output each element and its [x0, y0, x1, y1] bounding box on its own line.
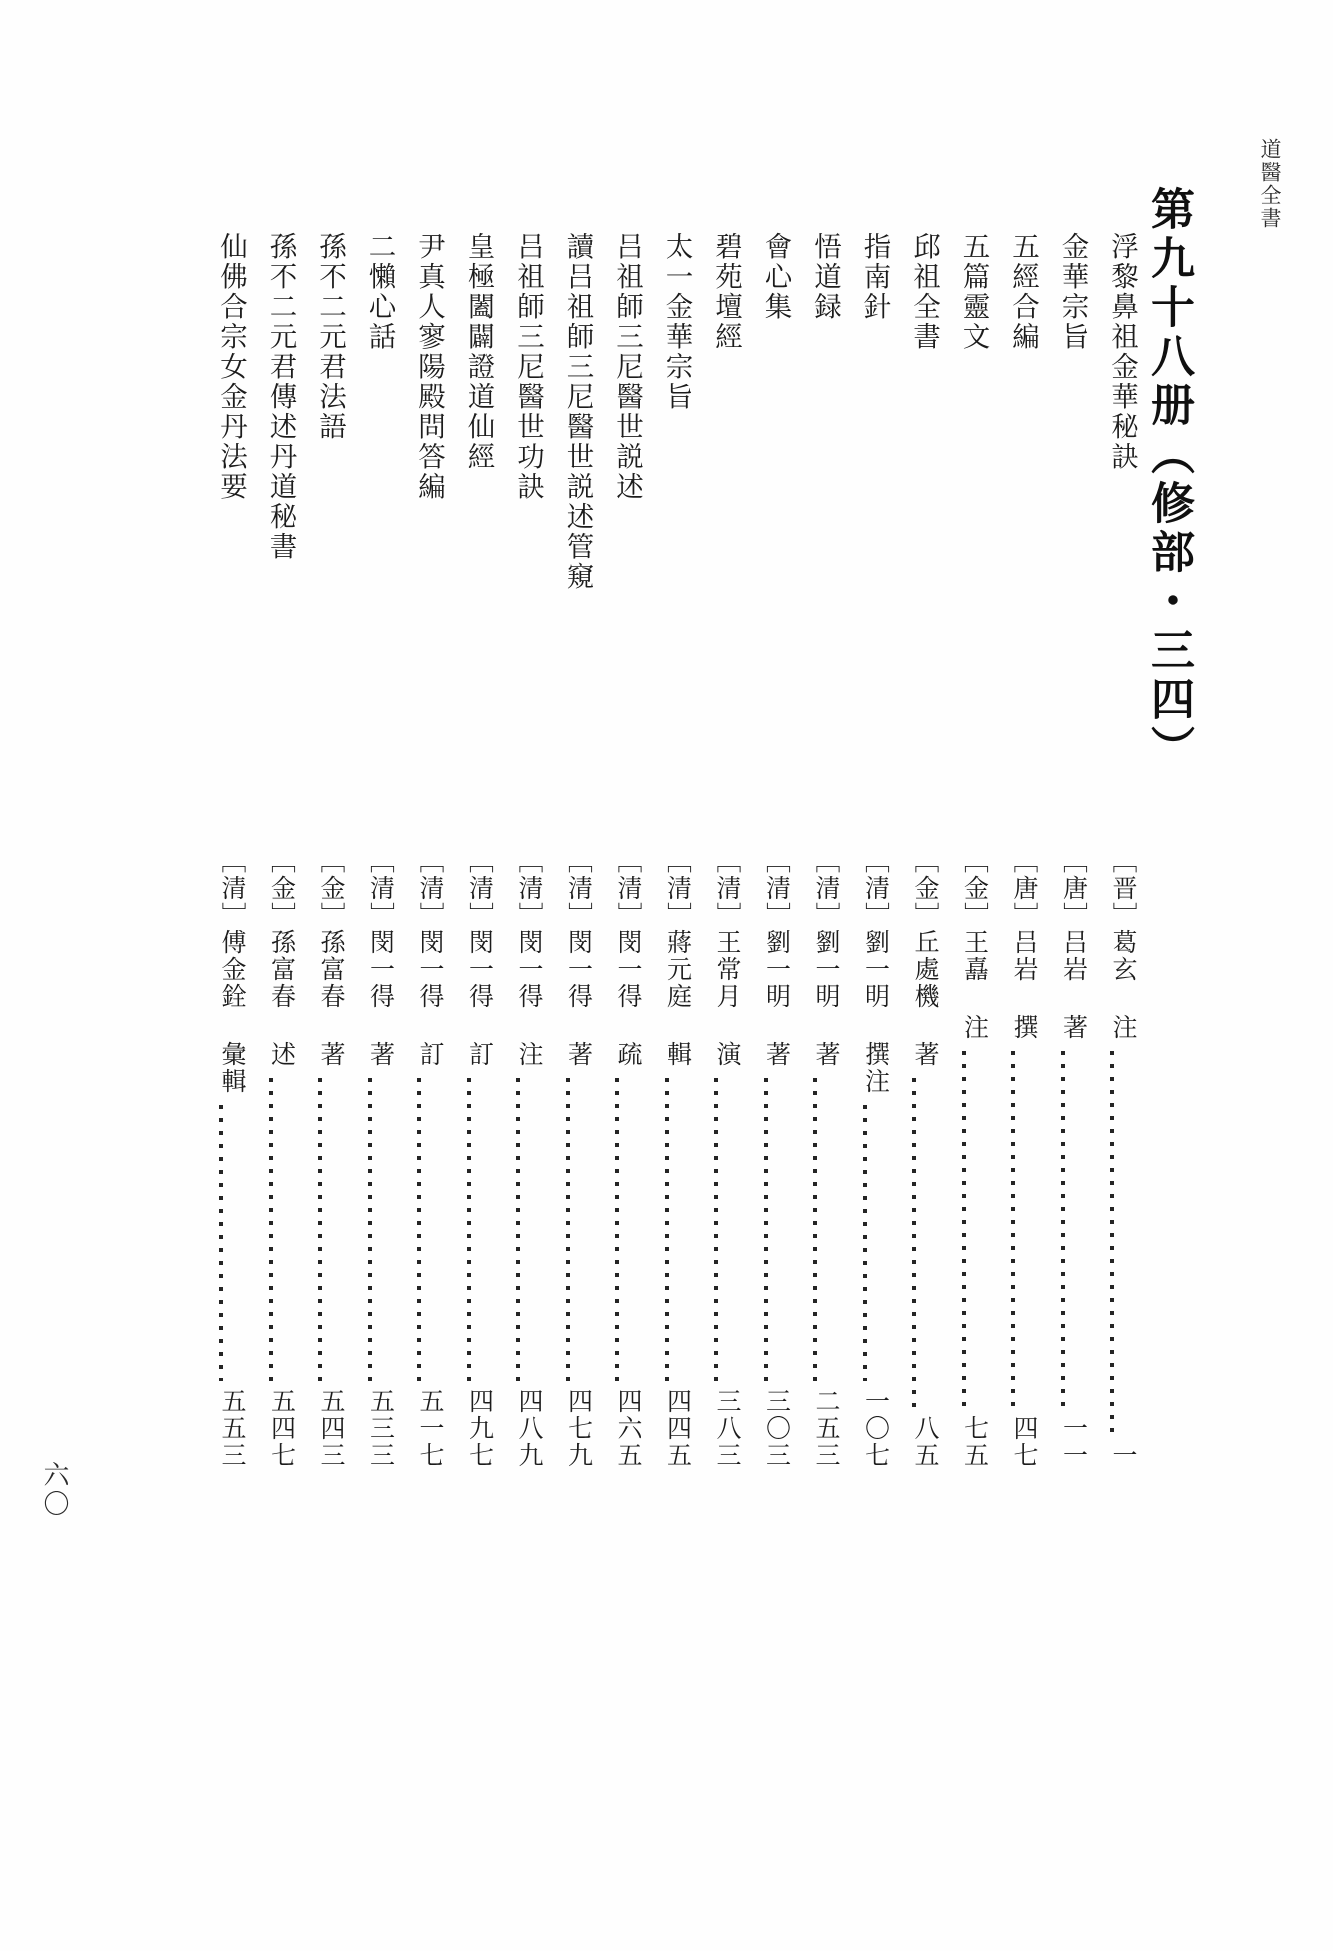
leader-dots [665, 1078, 669, 1381]
toc-entry-title[interactable]: 孫不二元君法語 [314, 232, 346, 442]
toc-entry-attribution-column[interactable] [494, 848, 544, 1468]
toc-entry-title[interactable]: 皇極闔闢證道仙經 [462, 232, 495, 472]
toc-entry-attribution-column[interactable] [939, 848, 989, 1468]
leader-dots [368, 1078, 372, 1381]
leader-dots [516, 1078, 520, 1381]
toc-entry-title[interactable]: 二懶心話 [363, 232, 396, 352]
toc-entry-title[interactable]: 金華宗旨 [1056, 232, 1089, 352]
leader-dots [219, 1105, 223, 1381]
toc-entry-attribution-column[interactable] [593, 848, 643, 1468]
toc-entry-page-number: 四九七 [465, 1388, 495, 1469]
toc-entry-attribution-column[interactable] [890, 848, 940, 1468]
toc-entry-page-number: 三〇三 [762, 1388, 792, 1469]
toc-entry-attribution-column[interactable] [345, 848, 395, 1468]
toc-entry-author: ［金］孫富春 述 [267, 848, 297, 1068]
toc-entry-author: ［清］閔一得 訂 [465, 848, 495, 1068]
leader-dots [1110, 1051, 1114, 1435]
toc-entry-page-number: 一一 [1059, 1415, 1089, 1469]
toc-entry-attribution-column[interactable] [741, 848, 791, 1468]
toc-entry-attribution-column[interactable] [296, 848, 346, 1468]
toc-entry-page-number: 一〇七 [861, 1388, 891, 1469]
toc-entry-attribution-column[interactable] [791, 848, 841, 1468]
toc-entry-author: ［金］王嚞 注 [960, 848, 990, 1041]
toc-entry-author: ［金］丘處機 著 [911, 848, 940, 1068]
toc-entry-attribution-column[interactable] [444, 848, 494, 1468]
toc-entry-title[interactable]: 碧苑壇經 [710, 232, 742, 352]
leader-dots [912, 1078, 916, 1408]
toc-entry-author: ［清］閔一得 注 [515, 848, 544, 1068]
page-title: 第九十八册（修部・三四） [1143, 186, 1194, 774]
toc-entry-author: ［唐］吕岩 撰 [1010, 848, 1039, 1041]
toc-entry-attribution-column[interactable] [246, 848, 296, 1468]
toc-entry-attribution-column[interactable] [989, 848, 1039, 1468]
toc-entry-page-number: 四四五 [663, 1388, 693, 1469]
leader-dots [962, 1051, 966, 1408]
toc-entry-title[interactable]: 浮黎鼻祖金華秘訣 [1106, 232, 1138, 472]
toc-entry-title[interactable]: 五篇靈文 [957, 232, 990, 352]
toc-entry-author: ［清］王常月 演 [713, 848, 742, 1068]
folio-number: 六〇 [39, 1461, 69, 1519]
toc-entry-page-number: 一 [1109, 1442, 1138, 1469]
toc-entry-title[interactable]: 吕祖師三尼醫世説述 [611, 232, 643, 502]
toc-entry-attribution-column[interactable] [543, 848, 593, 1468]
toc-entry-author: ［清］劉一明 撰注 [861, 848, 891, 1095]
leader-dots [1011, 1051, 1015, 1408]
toc-entry-page-number: 三八三 [713, 1388, 742, 1469]
toc-entry-attribution-column[interactable] [197, 848, 247, 1468]
toc-entry-attribution-column[interactable] [395, 848, 445, 1468]
leader-dots [764, 1078, 768, 1381]
toc-entry-page-number: 五四三 [317, 1388, 346, 1469]
leader-dots [863, 1105, 867, 1381]
toc-entry-author: ［清］蔣元庭 輯 [663, 848, 693, 1068]
toc-entry-page-number: 四七 [1010, 1415, 1039, 1469]
toc-entry-page-number: 五五三 [218, 1388, 247, 1469]
toc-entry-page-number: 四七九 [564, 1388, 594, 1469]
toc-entry-author: ［金］孫富春 著 [317, 848, 346, 1068]
toc-entry-attribution-column[interactable] [840, 848, 890, 1468]
toc-entry-title[interactable]: 讀吕祖師三尼醫世説述管窺 [561, 232, 594, 592]
toc-entry-title[interactable]: 吕祖師三尼醫世功訣 [512, 232, 544, 502]
leader-dots [318, 1078, 322, 1381]
leader-dots [813, 1078, 817, 1381]
toc-entry-author: ［晋］葛玄 注 [1109, 848, 1138, 1041]
toc-entry-page-number: 四六五 [614, 1388, 643, 1469]
toc-entry-title[interactable]: 會心集 [759, 232, 792, 322]
toc-entry-title[interactable]: 尹真人寥陽殿問答編 [413, 232, 445, 502]
toc-entry-title[interactable]: 太一金華宗旨 [660, 232, 693, 412]
toc-entry-author: ［清］劉一明 著 [762, 848, 792, 1068]
toc-entry-page-number: 五三三 [366, 1388, 396, 1469]
toc-entry-page-number: 二五三 [812, 1388, 841, 1469]
leader-dots [467, 1078, 471, 1381]
toc-entry-title[interactable]: 悟道録 [809, 232, 841, 322]
leader-dots [615, 1078, 619, 1381]
toc-entry-attribution-column[interactable] [1038, 848, 1088, 1468]
toc-entry-attribution-column[interactable] [642, 848, 692, 1468]
toc-entry-author: ［清］閔一得 著 [564, 848, 594, 1068]
leader-dots [269, 1078, 273, 1381]
toc-entry-attribution-column[interactable] [1088, 848, 1138, 1468]
toc-titles-block [62, 232, 1137, 652]
toc-entry-title[interactable]: 仙佛合宗女金丹法要 [215, 232, 247, 502]
toc-entry-title[interactable]: 邱祖全書 [908, 232, 940, 352]
leader-dots [1061, 1051, 1065, 1408]
toc-entry-author: ［清］閔一得 訂 [416, 848, 445, 1068]
toc-entry-author: ［清］閔一得 著 [366, 848, 396, 1068]
toc-entry-author: ［唐］吕岩 著 [1059, 848, 1089, 1041]
toc-entry-attribution-column[interactable] [692, 848, 742, 1468]
toc-entry-title[interactable]: 五經合編 [1007, 232, 1039, 352]
toc-entry-page-number: 八五 [911, 1415, 940, 1469]
leader-dots [714, 1078, 718, 1381]
toc-entry-title[interactable]: 指南針 [858, 232, 891, 322]
toc-entry-page-number: 四八九 [515, 1388, 544, 1469]
toc-attributions-block [62, 848, 1137, 1468]
toc-entry-author: ［清］閔一得 疏 [614, 848, 643, 1068]
leader-dots [566, 1078, 570, 1381]
toc-entry-author: ［清］劉一明 著 [812, 848, 841, 1068]
toc-entry-title[interactable]: 孫不二元君傳述丹道秘書 [264, 232, 297, 562]
running-header: 道醫全書 [1258, 138, 1282, 230]
toc-entry-page-number: 五四七 [267, 1388, 297, 1469]
toc-entry-page-number: 七五 [960, 1415, 990, 1469]
toc-entry-author: ［清］傅金銓 彙輯 [218, 848, 247, 1095]
leader-dots [417, 1078, 421, 1381]
toc-entry-page-number: 五一七 [416, 1388, 445, 1469]
